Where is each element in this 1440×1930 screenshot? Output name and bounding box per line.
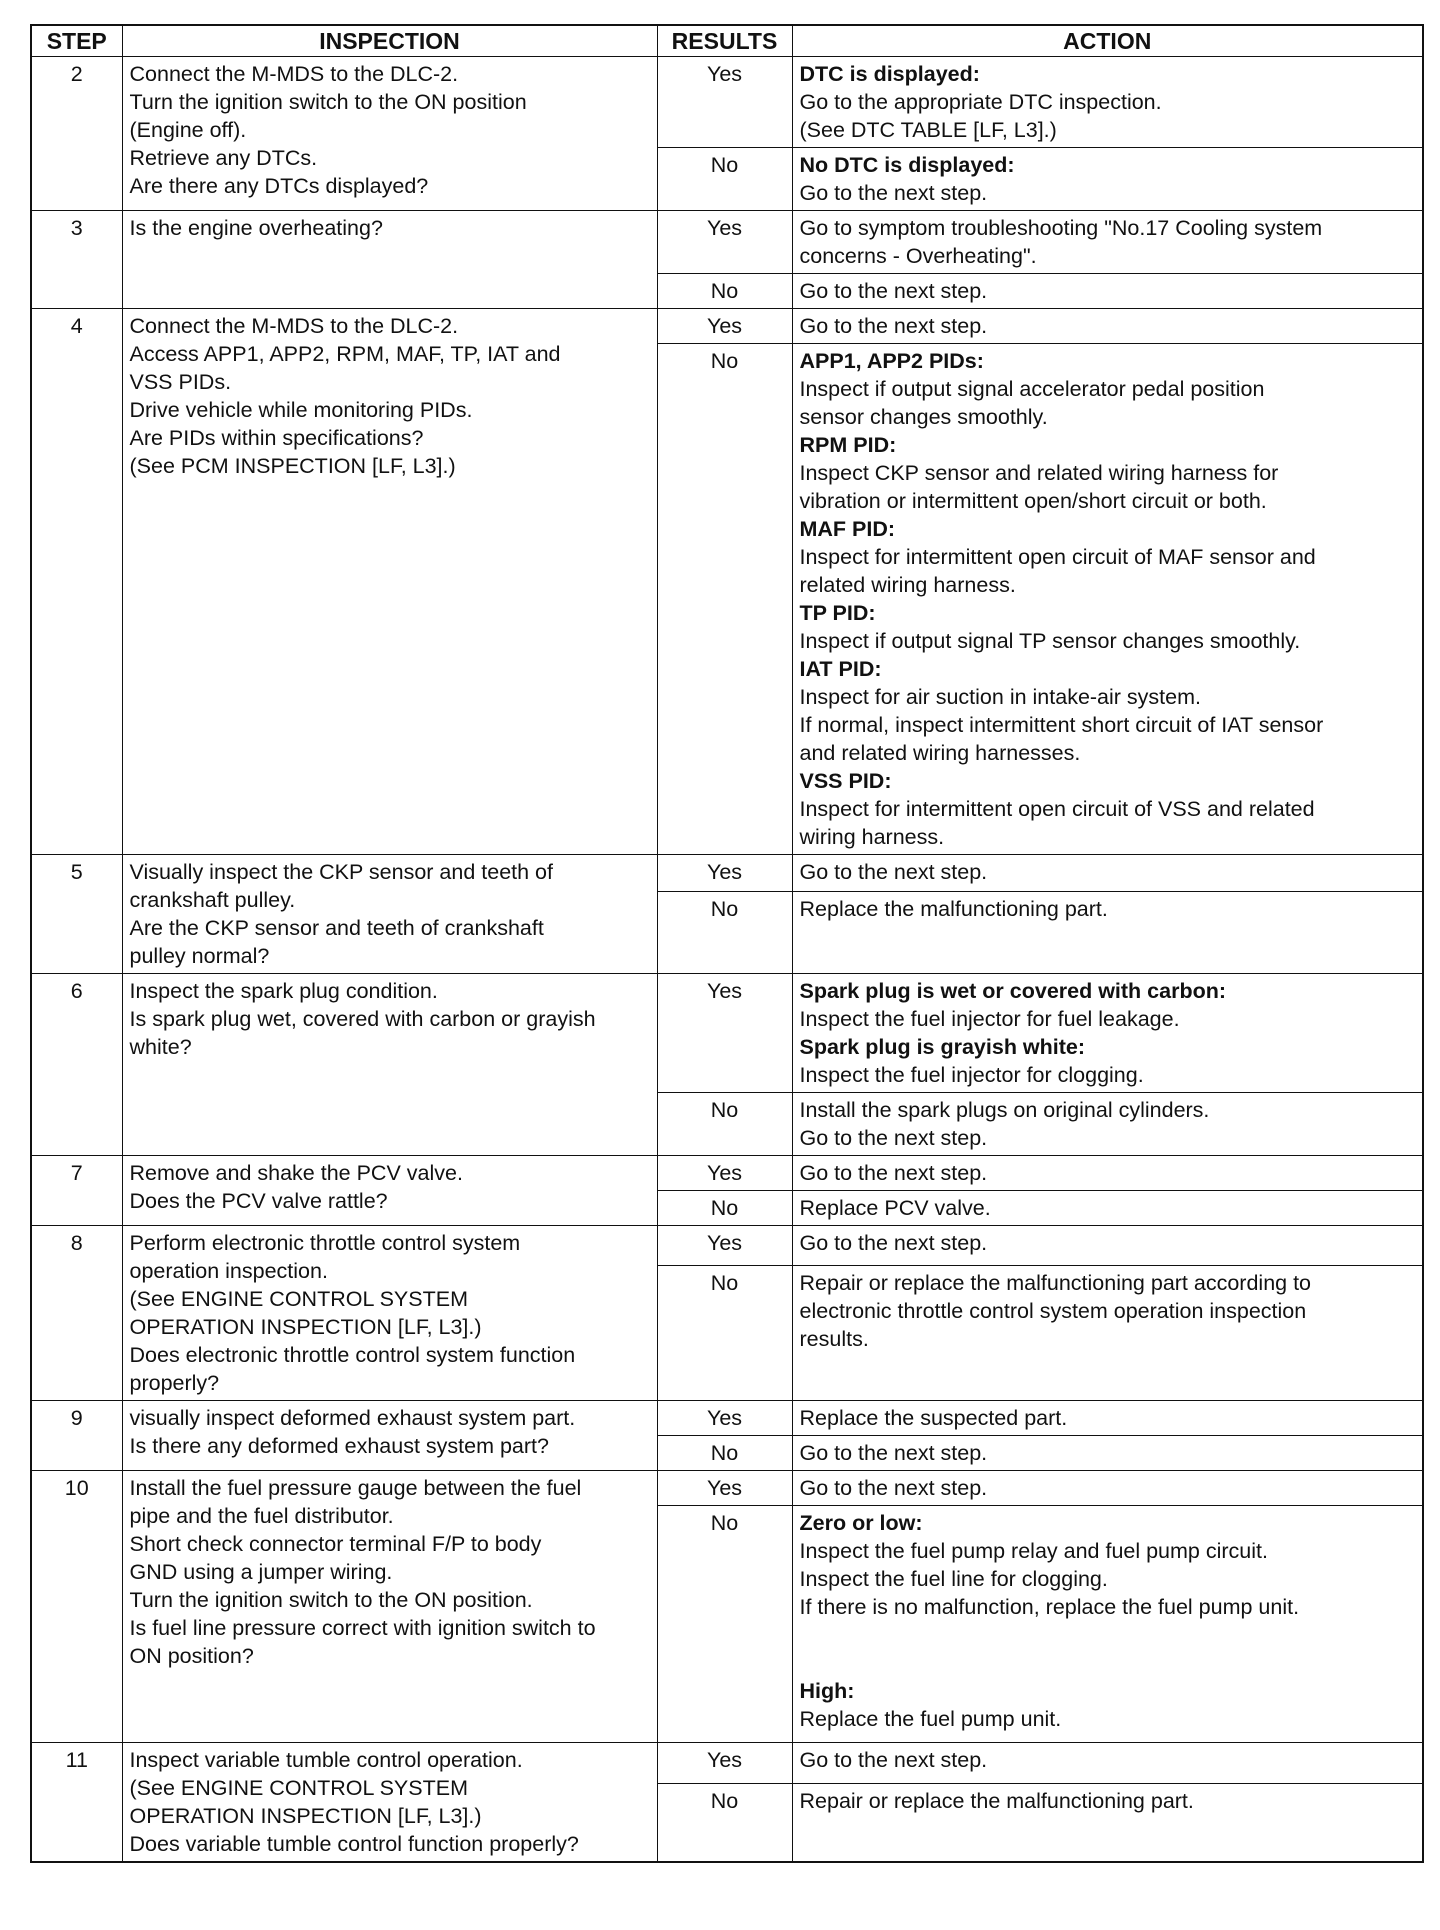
step-number: 9 bbox=[31, 1401, 122, 1471]
inspection-line: ON position? bbox=[129, 1644, 254, 1668]
action-cell bbox=[792, 1471, 1423, 1506]
step-number: 3 bbox=[31, 211, 122, 309]
inspection-line: Does variable tumble control function properly? bbox=[129, 1832, 579, 1856]
inspection-line: Inspect variable tumble control operation. bbox=[129, 1748, 523, 1772]
action-cell bbox=[792, 211, 1423, 274]
inspection-cell bbox=[122, 1226, 657, 1401]
result-cell: Yes bbox=[657, 974, 792, 1093]
header-action: ACTION bbox=[792, 25, 1423, 57]
result-cell: Yes bbox=[657, 57, 792, 148]
action-line: vibration or intermittent open/short circuit or both. bbox=[799, 489, 1267, 513]
action-line: electronic throttle control system operation inspection bbox=[799, 1298, 1307, 1323]
action-heading: APP1, APP2 PIDs: bbox=[799, 349, 984, 373]
step-number: 8 bbox=[31, 1226, 122, 1401]
inspection-line: (See ENGINE CONTROL SYSTEM bbox=[129, 1776, 468, 1800]
result-cell: Yes bbox=[657, 1226, 792, 1266]
action-line: Go to the next step. bbox=[799, 279, 988, 303]
action-line: Go to the next step. bbox=[799, 860, 988, 884]
troubleshooting-table bbox=[30, 24, 1424, 1863]
inspection-cell bbox=[122, 1401, 657, 1471]
action-heading: High: bbox=[799, 1679, 855, 1703]
table-row bbox=[31, 1471, 1423, 1506]
result-cell: No bbox=[657, 1265, 792, 1400]
step-number: 4 bbox=[31, 309, 122, 855]
inspection-cell bbox=[122, 211, 657, 309]
inspection-line: (See ENGINE CONTROL SYSTEM bbox=[129, 1287, 468, 1311]
result-cell: No bbox=[657, 1436, 792, 1471]
inspection-line: Is there any deformed exhaust system part? bbox=[129, 1434, 549, 1458]
action-line: wiring harness. bbox=[799, 825, 945, 849]
table-row bbox=[31, 1743, 1423, 1784]
inspection-cell bbox=[122, 974, 657, 1156]
action-line: Repair or replace the malfunctioning part. bbox=[799, 1788, 1194, 1813]
inspection-cell bbox=[122, 1156, 657, 1226]
step-number: 11 bbox=[31, 1743, 122, 1863]
inspection-line: Remove and shake the PCV valve. bbox=[129, 1161, 463, 1185]
table-row bbox=[31, 211, 1423, 274]
inspection-line: Does the PCV valve rattle? bbox=[129, 1189, 388, 1213]
result-cell: Yes bbox=[657, 309, 792, 344]
action-heading: TP PID: bbox=[799, 601, 876, 625]
step-number: 10 bbox=[31, 1471, 122, 1743]
action-cell bbox=[792, 344, 1423, 855]
table-row bbox=[31, 1156, 1423, 1191]
action-line: Inspect for intermittent open circuit of VSS and related bbox=[799, 797, 1315, 821]
action-cell bbox=[792, 1265, 1423, 1400]
action-cell bbox=[792, 309, 1423, 344]
inspection-line: Are there any DTCs displayed? bbox=[129, 174, 429, 198]
action-line: Inspect the fuel line for clogging. bbox=[799, 1567, 1108, 1591]
inspection-line: OPERATION INSPECTION [LF, L3].) bbox=[129, 1315, 482, 1339]
inspection-line: OPERATION INSPECTION [LF, L3].) bbox=[129, 1804, 482, 1828]
action-line: Inspect the fuel pump relay and fuel pump circuit. bbox=[799, 1539, 1268, 1563]
action-heading: MAF PID: bbox=[799, 517, 896, 541]
inspection-line: Is the engine overheating? bbox=[129, 216, 383, 240]
action-heading: DTC is displayed: bbox=[799, 62, 980, 86]
result-cell: Yes bbox=[657, 1401, 792, 1436]
action-line: Go to the next step. bbox=[799, 1476, 988, 1500]
header-row bbox=[31, 25, 1423, 57]
result-cell: No bbox=[657, 892, 792, 974]
action-heading: VSS PID: bbox=[799, 769, 892, 793]
inspection-line: Visually inspect the CKP sensor and teeth of bbox=[129, 860, 553, 884]
inspection-cell bbox=[122, 1471, 657, 1743]
action-line: Inspect for air suction in intake-air system. bbox=[799, 685, 1201, 709]
inspection-line: (Engine off). bbox=[129, 118, 247, 142]
step-number: 7 bbox=[31, 1156, 122, 1226]
action-line: Go to the next step. bbox=[799, 1161, 988, 1185]
result-cell: Yes bbox=[657, 855, 792, 892]
step-number: 2 bbox=[31, 57, 122, 211]
action-line: Go to the appropriate DTC inspection. bbox=[799, 90, 1162, 114]
inspection-line: Inspect the spark plug condition. bbox=[129, 979, 438, 1003]
action-heading: IAT PID: bbox=[799, 657, 882, 681]
action-line: Go to the next step. bbox=[799, 181, 988, 205]
action-line: results. bbox=[799, 1326, 869, 1351]
action-line: Inspect if output signal accelerator pedal position bbox=[799, 377, 1265, 401]
inspection-line: Is spark plug wet, covered with carbon or grayish bbox=[129, 1007, 596, 1031]
inspection-line: GND using a jumper wiring. bbox=[129, 1560, 393, 1584]
inspection-line: VSS PIDs. bbox=[129, 370, 232, 394]
result-cell: No bbox=[657, 1506, 792, 1743]
inspection-line: Are PIDs within specifications? bbox=[129, 426, 424, 450]
inspection-cell bbox=[122, 855, 657, 974]
action-line: and related wiring harnesses. bbox=[799, 741, 1081, 765]
header-inspection: INSPECTION bbox=[122, 25, 657, 57]
inspection-line: Retrieve any DTCs. bbox=[129, 146, 318, 170]
action-cell bbox=[792, 1191, 1423, 1226]
action-line: related wiring harness. bbox=[799, 573, 1016, 597]
table-row bbox=[31, 1226, 1423, 1266]
inspection-line: Connect the M-MDS to the DLC-2. bbox=[129, 314, 459, 338]
action-line: If there is no malfunction, replace the fuel pump unit. bbox=[799, 1595, 1300, 1619]
action-heading: Spark plug is grayish white: bbox=[799, 1035, 1086, 1059]
inspection-line: Turn the ignition switch to the ON position bbox=[129, 90, 527, 114]
inspection-line: Are the CKP sensor and teeth of crankshaft bbox=[129, 916, 544, 940]
action-cell bbox=[792, 974, 1423, 1093]
action-line: If normal, inspect intermittent short circuit of IAT sensor bbox=[799, 713, 1324, 737]
result-cell: Yes bbox=[657, 1156, 792, 1191]
action-line: Replace PCV valve. bbox=[799, 1196, 991, 1220]
action-line: Install the spark plugs on original cylinders. bbox=[799, 1098, 1210, 1122]
action-cell bbox=[792, 274, 1423, 309]
action-line: Inspect if output signal TP sensor changes smoothly. bbox=[799, 629, 1301, 653]
action-line: concerns - Overheating". bbox=[799, 244, 1037, 268]
action-line: Inspect CKP sensor and related wiring harness for bbox=[799, 461, 1279, 485]
table-row bbox=[31, 855, 1423, 892]
action-line: Inspect the fuel injector for clogging. bbox=[799, 1063, 1144, 1087]
action-heading: Spark plug is wet or covered with carbon: bbox=[799, 979, 1227, 1003]
action-line: sensor changes smoothly. bbox=[799, 405, 1048, 429]
inspection-line: (See PCM INSPECTION [LF, L3].) bbox=[129, 454, 456, 478]
action-line: Go to symptom troubleshooting "No.17 Cooling system bbox=[799, 216, 1323, 240]
table-body bbox=[31, 57, 1423, 1863]
inspection-line: properly? bbox=[129, 1371, 220, 1395]
result-cell: No bbox=[657, 1093, 792, 1156]
action-line: Inspect the fuel injector for fuel leakage. bbox=[799, 1007, 1180, 1031]
action-cell bbox=[792, 1436, 1423, 1471]
action-line: Go to the next step. bbox=[799, 1748, 988, 1772]
action-line: Repair or replace the malfunctioning part according to bbox=[799, 1270, 1312, 1295]
action-cell bbox=[792, 1743, 1423, 1784]
result-cell: No bbox=[657, 344, 792, 855]
result-cell: No bbox=[657, 1783, 792, 1862]
action-heading: RPM PID: bbox=[799, 433, 897, 457]
action-heading: No DTC is displayed: bbox=[799, 153, 1015, 177]
inspection-cell bbox=[122, 1743, 657, 1863]
inspection-line: visually inspect deformed exhaust system part. bbox=[129, 1406, 576, 1430]
inspection-line: Turn the ignition switch to the ON position. bbox=[129, 1588, 533, 1612]
step-number: 5 bbox=[31, 855, 122, 974]
inspection-cell bbox=[122, 309, 657, 855]
action-cell bbox=[792, 892, 1423, 974]
action-line: Replace the suspected part. bbox=[799, 1406, 1068, 1430]
action-cell bbox=[792, 1093, 1423, 1156]
action-line: Replace the malfunctioning part. bbox=[799, 897, 1108, 922]
inspection-line: crankshaft pulley. bbox=[129, 888, 296, 912]
action-cell bbox=[792, 1783, 1423, 1862]
inspection-line: Does electronic throttle control system function bbox=[129, 1343, 576, 1367]
inspection-cell bbox=[122, 57, 657, 211]
inspection-line: Is fuel line pressure correct with ignition switch to bbox=[129, 1616, 596, 1640]
action-line: Go to the next step. bbox=[799, 314, 988, 338]
action-cell bbox=[792, 1506, 1423, 1743]
header-step: STEP bbox=[31, 25, 122, 57]
action-cell bbox=[792, 57, 1423, 148]
action-cell bbox=[792, 148, 1423, 211]
inspection-line: Install the fuel pressure gauge between the fuel bbox=[129, 1476, 582, 1500]
result-cell: No bbox=[657, 1191, 792, 1226]
action-spacer bbox=[800, 1621, 1416, 1677]
inspection-line: Perform electronic throttle control system bbox=[129, 1231, 521, 1255]
troubleshooting-document bbox=[30, 24, 1422, 1863]
header-results: RESULTS bbox=[657, 25, 792, 57]
inspection-line: pulley normal? bbox=[129, 944, 270, 968]
action-cell bbox=[792, 855, 1423, 892]
inspection-line: Drive vehicle while monitoring PIDs. bbox=[129, 398, 473, 422]
table-row bbox=[31, 974, 1423, 1093]
result-cell: Yes bbox=[657, 211, 792, 274]
inspection-line: white? bbox=[129, 1035, 192, 1059]
action-line: Go to the next step. bbox=[799, 1231, 988, 1255]
result-cell: No bbox=[657, 148, 792, 211]
inspection-line: pipe and the fuel distributor. bbox=[129, 1504, 394, 1528]
action-heading: Zero or low: bbox=[799, 1511, 923, 1535]
action-cell bbox=[792, 1226, 1423, 1266]
action-line: Go to the next step. bbox=[799, 1441, 988, 1465]
result-cell: Yes bbox=[657, 1743, 792, 1784]
action-line: Go to the next step. bbox=[799, 1126, 988, 1150]
action-cell bbox=[792, 1401, 1423, 1436]
result-cell: Yes bbox=[657, 1471, 792, 1506]
inspection-line: Access APP1, APP2, RPM, MAF, TP, IAT and bbox=[129, 342, 561, 366]
action-line: Inspect for intermittent open circuit of MAF sensor and bbox=[799, 545, 1316, 569]
table-row bbox=[31, 309, 1423, 344]
table-row bbox=[31, 1401, 1423, 1436]
step-number: 6 bbox=[31, 974, 122, 1156]
inspection-line: operation inspection. bbox=[129, 1259, 328, 1283]
action-line: Replace the fuel pump unit. bbox=[799, 1707, 1062, 1731]
table-row bbox=[31, 57, 1423, 148]
inspection-line: Short check connector terminal F/P to body bbox=[129, 1532, 542, 1556]
inspection-line: Connect the M-MDS to the DLC-2. bbox=[129, 62, 459, 86]
result-cell: No bbox=[657, 274, 792, 309]
action-cell bbox=[792, 1156, 1423, 1191]
action-line: (See DTC TABLE [LF, L3].) bbox=[799, 118, 1057, 142]
